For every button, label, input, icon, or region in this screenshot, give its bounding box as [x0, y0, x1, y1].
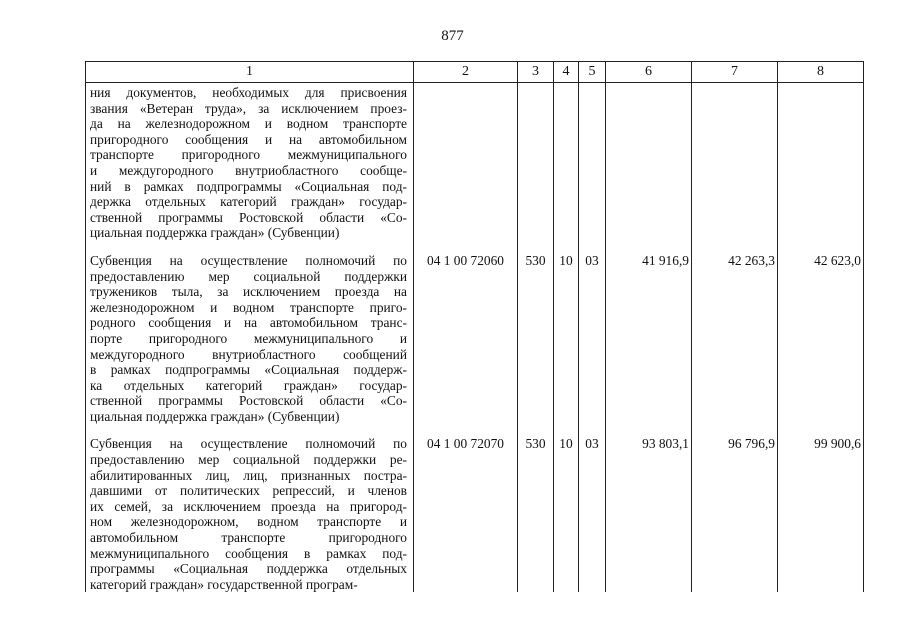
- description-line: и междугородного внутриобластного сообще-: [90, 162, 407, 178]
- expense-type-cell: 530: [518, 434, 554, 592]
- spacer-cell: [518, 241, 554, 251]
- row-spacer: [86, 424, 864, 434]
- description-line: в рамках подпрограммы «Социальная поддерж-: [90, 362, 407, 378]
- description-line: Субвенция на осуществление полномочий по: [90, 436, 407, 452]
- spacer-cell: [579, 424, 606, 434]
- spacer-cell: [606, 241, 692, 251]
- description-cell: [86, 83, 414, 241]
- description-line: межмуниципального сообщения в рамках под-: [90, 545, 407, 561]
- expense-type-cell: [518, 83, 554, 241]
- description-line: абилитированных лиц, лиц, признанных постра-: [90, 467, 407, 483]
- spacer-cell: [778, 424, 864, 434]
- description-line: программы «Социальная поддержка отдельных: [90, 561, 407, 577]
- description-line: Субвенция на осуществление полномочий по: [90, 252, 407, 268]
- table-row: [86, 434, 864, 592]
- description-cell: [86, 251, 414, 425]
- section-cell: 10: [554, 434, 579, 592]
- description-line: автомобильном транспорте пригородного: [90, 530, 407, 546]
- description-line: их семей, за исключением проезда на пригород-: [90, 498, 407, 514]
- section-cell: [554, 83, 579, 241]
- header-col-2: 2: [414, 62, 518, 83]
- amount-year-1-cell: [606, 83, 692, 241]
- amount-year-3-cell: [778, 83, 864, 241]
- program-code-cell: 04 1 00 72070: [414, 434, 518, 592]
- expense-type-cell: 530: [518, 251, 554, 425]
- subsection-cell: 03: [579, 251, 606, 425]
- table-row: [86, 83, 864, 241]
- spacer-cell: [692, 424, 778, 434]
- description-line: циальная поддержка граждан» (Субвенции): [90, 225, 340, 241]
- description-line: родного сообщения и на автомобильном транс-: [90, 315, 407, 331]
- spacer-cell: [606, 424, 692, 434]
- description-line: циальная поддержка граждан» (Субвенции): [90, 408, 340, 424]
- description-line: пригородного сообщения и на автомобильном: [90, 131, 407, 147]
- page-number: 877: [441, 28, 464, 44]
- program-code-cell: 04 1 00 72060: [414, 251, 518, 425]
- header-col-6: 6: [606, 62, 692, 83]
- spacer-cell: [692, 241, 778, 251]
- header-col-3: 3: [518, 62, 554, 83]
- spacer-cell: [86, 424, 414, 434]
- description-line: транспорте пригородного межмуниципального: [90, 147, 407, 163]
- description-line: ний в рамках подпрограммы «Социальная под-: [90, 178, 407, 194]
- description-line: ка отдельных категорий граждан» государ-: [90, 377, 407, 393]
- description-line: да на железнодорожном и водном транспорте: [90, 116, 407, 132]
- spacer-cell: [554, 241, 579, 251]
- spacer-cell: [414, 241, 518, 251]
- description-line: тружеников тыла, за исключением проезда на: [90, 284, 407, 300]
- description-line: междугородного внутриобластного сообщений: [90, 346, 407, 362]
- description-line: давшими от политических репрессий, и членов: [90, 483, 407, 499]
- amount-year-2-cell: [692, 83, 778, 241]
- amount-year-3-cell: 99 900,6: [778, 434, 864, 592]
- amount-year-3-cell: 42 623,0: [778, 251, 864, 425]
- description-line: железнодорожном и водном транспорте приго-: [90, 299, 407, 315]
- spacer-cell: [579, 241, 606, 251]
- description-line: звания «Ветеран труда», за исключением проез-: [90, 100, 407, 116]
- spacer-cell: [518, 424, 554, 434]
- description-line: порте пригородного межмуниципального и: [90, 330, 407, 346]
- subsection-cell: 03: [579, 434, 606, 592]
- budget-table: [85, 61, 864, 592]
- table-body: [86, 83, 864, 593]
- description-line: предоставлению мер социальной поддержки ре-: [90, 452, 407, 468]
- header-col-1: 1: [86, 62, 414, 83]
- subsection-cell: [579, 83, 606, 241]
- amount-year-2-cell: 42 263,3: [692, 251, 778, 425]
- spacer-cell: [414, 424, 518, 434]
- header-col-5: 5: [579, 62, 606, 83]
- description-line: держка отдельных категорий граждан» государ-: [90, 194, 407, 210]
- header-col-8: 8: [778, 62, 864, 83]
- amount-year-2-cell: 96 796,9: [692, 434, 778, 592]
- description-line: ственной программы Ростовской области «Со-: [90, 393, 407, 409]
- program-code-cell: [414, 83, 518, 241]
- table-row: [86, 251, 864, 425]
- description-line: ственной программы Ростовской области «Со-: [90, 209, 407, 225]
- description-line: предоставлению мер социальной поддержки: [90, 268, 407, 284]
- row-spacer: [86, 241, 864, 251]
- spacer-cell: [86, 241, 414, 251]
- spacer-cell: [554, 424, 579, 434]
- amount-year-1-cell: 41 916,9: [606, 251, 692, 425]
- description-line: ном железнодорожном, водном транспорте и: [90, 514, 407, 530]
- description-line: категорий граждан» государственной програм-: [90, 576, 358, 592]
- header-col-4: 4: [554, 62, 579, 83]
- header-col-7: 7: [692, 62, 778, 83]
- description-cell: [86, 434, 414, 592]
- amount-year-1-cell: 93 803,1: [606, 434, 692, 592]
- description-line: ния документов, необходимых для присвоения: [90, 85, 407, 100]
- section-cell: 10: [554, 251, 579, 425]
- spacer-cell: [778, 241, 864, 251]
- header-row: [86, 62, 864, 83]
